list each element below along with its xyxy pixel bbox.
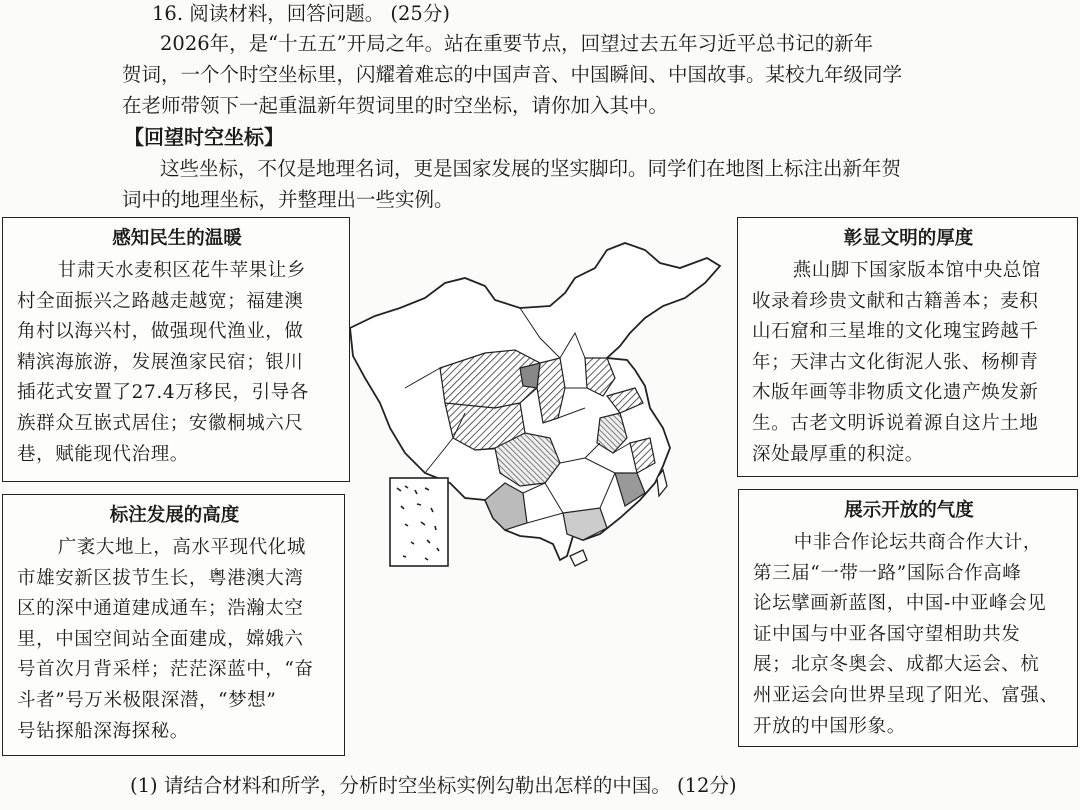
development-line: 市雄安新区拔节生长，粤港澳大湾 xyxy=(17,567,304,589)
openness-line: 州亚运会向世界呈现了阳光、富强、 xyxy=(753,684,1059,706)
china-map xyxy=(345,238,730,576)
intro-line-3: 在老师带领下一起重温新年贺词里的时空坐标，请你加入其中。 xyxy=(122,94,669,117)
civilization-text xyxy=(752,256,1065,470)
openness-line: 开放的中国形象。 xyxy=(753,715,906,737)
development-line: 斗者”号万米极限深潜，“梦想” xyxy=(17,689,277,711)
question-header: 16. 阅读材料，回答问题。 (25分) xyxy=(152,2,450,25)
south-sea-inset xyxy=(390,478,448,566)
development-line: 号钻探船深海探秘。 xyxy=(17,720,189,742)
development-line: 广袤大地上，高水平现代化城 xyxy=(57,537,306,558)
livelihood-line: 精滨海旅游，发展渔家民宿；银川 xyxy=(17,351,304,373)
development-title: 标注发展的高度 xyxy=(109,505,240,526)
livelihood-line: 村全面振兴之路越走越宽；福建澳 xyxy=(17,290,304,312)
openness-line: 论坛擘画新蓝图，中国-中亚峰会见 xyxy=(753,593,1047,615)
section-title: 【回望时空坐标】 xyxy=(124,125,284,149)
development-text xyxy=(17,533,332,747)
livelihood-title: 感知民生的温暖 xyxy=(112,228,242,249)
development-box xyxy=(2,494,345,756)
openness-line: 展；北京冬奥会、成都大运会、杭 xyxy=(753,654,1040,676)
section-line-2: 词中的地理坐标，并整理出一些实例。 xyxy=(122,188,454,211)
civilization-line: 燕山脚下国家版本馆中央总馆 xyxy=(792,260,1041,281)
livelihood-line: 族群众互嵌式居住；安徽桐城六尺 xyxy=(17,412,304,434)
development-line: 区的深中通道建成通车；浩瀚太空 xyxy=(17,598,304,620)
livelihood-line: 插花式安置了27.4万移民，引导各 xyxy=(17,382,309,404)
civilization-line: 深处最厚重的积淀。 xyxy=(752,443,924,465)
ningxia-region xyxy=(520,363,540,388)
livelihood-line: 巷，赋能现代治理。 xyxy=(17,443,189,465)
civilization-line: 年；天津古文化街泥人张、杨柳青 xyxy=(752,351,1039,373)
openness-title: 展示开放的气度 xyxy=(844,500,974,521)
livelihood-box xyxy=(2,217,350,482)
livelihood-text xyxy=(17,256,337,470)
livelihood-line: 角村以海兴村，做强现代渔业，做 xyxy=(17,321,304,343)
civilization-line: 收录着珍贵文献和古籍善本；麦积 xyxy=(752,290,1039,312)
civilization-line: 木版年画等非物质文化遗产焕发新 xyxy=(752,382,1039,404)
civilization-line: 生。古老文明诉说着源自这片土地 xyxy=(752,412,1039,434)
development-line: 里，中国空间站全面建成，嫦娥六 xyxy=(17,628,304,650)
openness-box xyxy=(738,489,1078,747)
sub-question-1: (1) 请结合材料和所学，分析时空坐标实例勾勒出怎样的中国。 (12分) xyxy=(130,774,737,797)
section-line-1: 这些坐标，不仅是地理名词，更是国家发展的坚实脚印。同学们在地图上标注出新年贺 xyxy=(160,157,902,180)
hainan-island xyxy=(570,550,587,566)
livelihood-line: 甘肃天水麦积区花牛苹果让乡 xyxy=(57,260,306,281)
guangdong-region xyxy=(563,508,607,540)
openness-line: 第三届“一带一路”国际合作高峰 xyxy=(753,562,1022,584)
openness-text xyxy=(753,528,1065,742)
intro-line-2: 贺词，一个个时空坐标里，闪耀着难忘的中国声音、中国瞬间、中国故事。某校九年级同学 xyxy=(122,63,903,86)
civilization-title: 彰显文明的厚度 xyxy=(843,228,974,249)
civilization-line: 山石窟和三星堆的文化瑰宝跨越千 xyxy=(752,321,1039,343)
openness-line: 中非合作论坛共商合作大计， xyxy=(793,532,1042,553)
openness-line: 证中国与中亚各国守望相助共发 xyxy=(753,623,1021,645)
civilization-box xyxy=(737,217,1078,477)
intro-line-1: 2026年，是“十五五”开局之年。站在重要节点，回望过去五年习近平总书记的新年 xyxy=(160,32,874,55)
development-line: 号首次月背采样；茫茫深蓝中，“奋 xyxy=(17,659,314,681)
